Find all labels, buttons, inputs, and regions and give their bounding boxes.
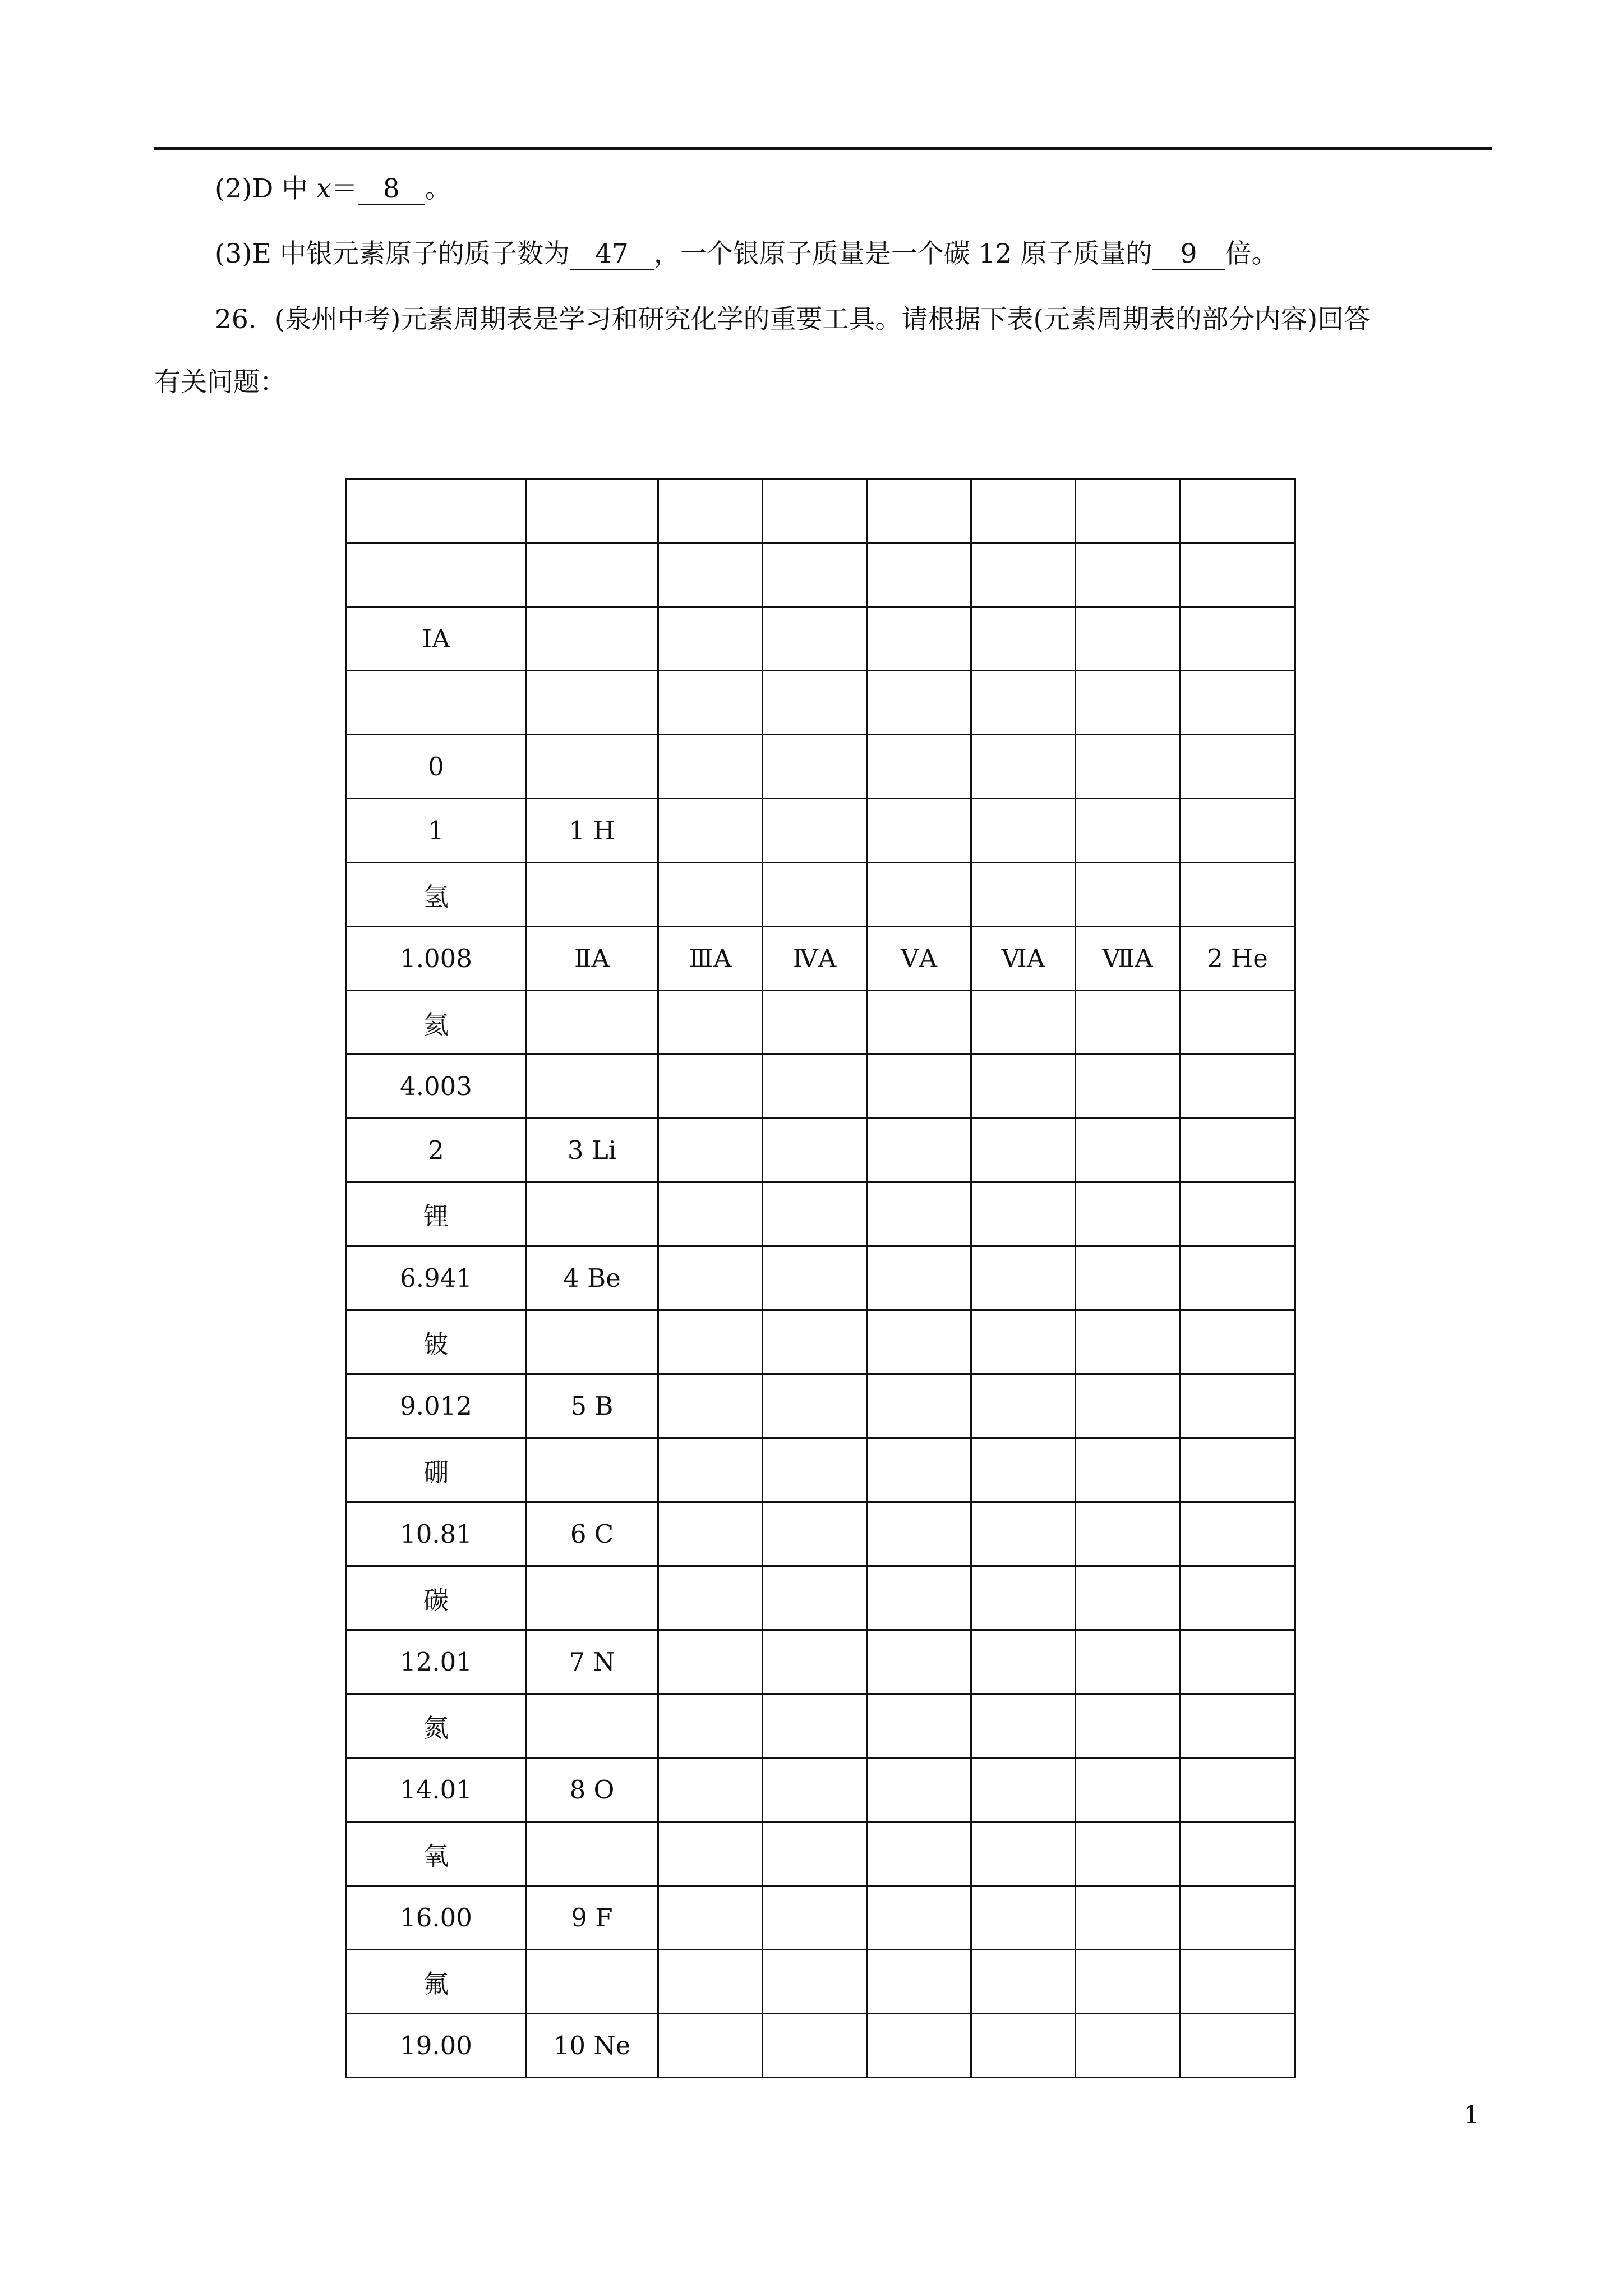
table-cell xyxy=(867,1950,971,2014)
table-row xyxy=(347,1119,1295,1182)
table-cell xyxy=(971,1886,1076,1950)
table-row xyxy=(347,1822,1295,1886)
table-cell xyxy=(1076,1694,1180,1758)
table-cell xyxy=(658,1630,763,1694)
table-cell xyxy=(1180,1119,1295,1182)
table-cell xyxy=(347,479,526,543)
table-cell xyxy=(867,1502,971,1566)
table-cell xyxy=(1076,1246,1180,1310)
table-row xyxy=(347,863,1295,927)
table-cell: 铍 xyxy=(347,1310,526,1374)
table-row xyxy=(347,671,1295,735)
table-row xyxy=(347,2014,1295,2078)
table-cell xyxy=(658,479,763,543)
table-cell xyxy=(867,863,971,927)
table-row xyxy=(347,1566,1295,1630)
table-cell xyxy=(526,863,658,927)
table-cell xyxy=(1180,1886,1295,1950)
table-cell: 6 C xyxy=(526,1502,658,1566)
table-cell xyxy=(971,1182,1076,1246)
table-cell: ⅦA xyxy=(1076,927,1180,991)
page-number: 1 xyxy=(1464,2101,1479,2129)
table-cell xyxy=(867,607,971,671)
table-cell xyxy=(1180,1374,1295,1438)
table-cell xyxy=(526,991,658,1055)
table-cell xyxy=(867,1630,971,1694)
table-cell xyxy=(971,1246,1076,1310)
table-cell xyxy=(971,1950,1076,2014)
table-cell: 氟 xyxy=(347,1950,526,2014)
table-cell xyxy=(658,1566,763,1630)
table-cell: 12.01 xyxy=(347,1630,526,1694)
table-cell xyxy=(763,1630,867,1694)
table-cell xyxy=(526,1822,658,1886)
table-cell xyxy=(867,1694,971,1758)
table-cell: ⅢA xyxy=(658,927,763,991)
table-cell xyxy=(763,991,867,1055)
table-cell xyxy=(1180,2014,1295,2078)
table-cell xyxy=(658,1182,763,1246)
table-cell: 10.81 xyxy=(347,1502,526,1566)
table-cell xyxy=(763,2014,867,2078)
table-cell xyxy=(867,671,971,735)
table-row xyxy=(347,1950,1295,2014)
table-cell: 0 xyxy=(347,735,526,799)
table-cell xyxy=(763,671,867,735)
table-cell xyxy=(971,543,1076,607)
table-cell xyxy=(971,799,1076,863)
table-cell xyxy=(658,991,763,1055)
table-cell xyxy=(526,607,658,671)
table-cell xyxy=(1180,1630,1295,1694)
table-cell xyxy=(867,1119,971,1182)
table-cell xyxy=(763,1055,867,1119)
table-cell: 6.941 xyxy=(347,1246,526,1310)
table-cell xyxy=(658,735,763,799)
table-cell xyxy=(971,1694,1076,1758)
table-cell xyxy=(1180,1822,1295,1886)
table-cell xyxy=(1180,1310,1295,1374)
table-cell xyxy=(867,1246,971,1310)
table-cell xyxy=(1180,1246,1295,1310)
table-cell xyxy=(658,1438,763,1502)
q3-answer2-blank: 9 xyxy=(1152,240,1225,270)
table-cell xyxy=(1180,1182,1295,1246)
q2-variable: x xyxy=(316,173,331,204)
table-row xyxy=(347,799,1295,863)
table-cell xyxy=(867,1310,971,1374)
table-row xyxy=(347,991,1295,1055)
table-cell: 氧 xyxy=(347,1822,526,1886)
table-cell xyxy=(526,735,658,799)
table-cell xyxy=(867,1822,971,1886)
table-cell xyxy=(867,1758,971,1822)
table-cell xyxy=(1076,1438,1180,1502)
table-cell: ⅥA xyxy=(971,927,1076,991)
table-cell: 1 xyxy=(347,799,526,863)
table-cell xyxy=(658,863,763,927)
table-cell xyxy=(763,543,867,607)
table-cell xyxy=(971,1055,1076,1119)
table-row xyxy=(347,1758,1295,1822)
table-cell xyxy=(1076,543,1180,607)
table-cell xyxy=(1076,1055,1180,1119)
table-row xyxy=(347,1886,1295,1950)
table-cell: 5 B xyxy=(526,1374,658,1438)
question-26-line1: 26．(泉州中考)元素周期表是学习和研究化学的重要工具。请根据下表(元素周期表的部分内容)回答 xyxy=(215,304,1371,335)
table-cell xyxy=(1180,1950,1295,2014)
q2-prefix: (2)D 中 xyxy=(215,173,317,204)
table-cell xyxy=(971,1630,1076,1694)
table-cell xyxy=(1076,1374,1180,1438)
table-cell xyxy=(763,1822,867,1886)
table-cell xyxy=(1076,671,1180,735)
table-cell xyxy=(526,543,658,607)
table-cell: 7 N xyxy=(526,1630,658,1694)
table-cell xyxy=(763,863,867,927)
table-cell xyxy=(763,1694,867,1758)
table-cell xyxy=(867,2014,971,2078)
table-cell: 10 Ne xyxy=(526,2014,658,2078)
table-cell xyxy=(867,1438,971,1502)
table-row xyxy=(347,543,1295,607)
table-row xyxy=(347,1055,1295,1119)
table-cell xyxy=(1180,543,1295,607)
table-cell xyxy=(1076,1119,1180,1182)
table-cell: 氢 xyxy=(347,863,526,927)
table-cell xyxy=(1076,1310,1180,1374)
table-cell xyxy=(526,1694,658,1758)
table-cell xyxy=(1076,2014,1180,2078)
table-cell xyxy=(763,1119,867,1182)
table-cell xyxy=(971,671,1076,735)
table-cell xyxy=(971,863,1076,927)
q3-middle: ，一个银原子质量是一个碳 12 原子质量的 xyxy=(653,238,1152,269)
table-row xyxy=(347,1630,1295,1694)
table-cell xyxy=(867,735,971,799)
table-cell: 2 He xyxy=(1180,927,1295,991)
table-cell xyxy=(526,479,658,543)
table-cell: 9.012 xyxy=(347,1374,526,1438)
table-cell xyxy=(1180,863,1295,927)
table-cell xyxy=(1180,735,1295,799)
table-cell xyxy=(1076,1758,1180,1822)
table-cell: 9 F xyxy=(526,1886,658,1950)
table-cell xyxy=(971,1758,1076,1822)
table-cell xyxy=(1076,607,1180,671)
table-row xyxy=(347,1310,1295,1374)
table-cell xyxy=(1180,671,1295,735)
table-cell xyxy=(526,1950,658,2014)
table-cell xyxy=(867,1886,971,1950)
table-cell xyxy=(763,1566,867,1630)
table-cell xyxy=(1076,1502,1180,1566)
question-3 xyxy=(154,237,1552,271)
table-row xyxy=(347,1694,1295,1758)
table-cell xyxy=(867,1055,971,1119)
table-cell xyxy=(971,1374,1076,1438)
table-cell xyxy=(763,479,867,543)
table-cell xyxy=(658,1822,763,1886)
table-row xyxy=(347,1374,1295,1438)
table-cell xyxy=(971,1502,1076,1566)
table-cell xyxy=(971,1566,1076,1630)
table-cell xyxy=(971,1119,1076,1182)
table-cell xyxy=(526,1182,658,1246)
table-cell xyxy=(1180,1438,1295,1502)
table-cell: 锂 xyxy=(347,1182,526,1246)
table-cell xyxy=(763,1246,867,1310)
table-cell xyxy=(867,543,971,607)
table-cell xyxy=(1076,1566,1180,1630)
table-cell xyxy=(763,1182,867,1246)
table-cell: ⅤA xyxy=(867,927,971,991)
q3-answer1-blank: 47 xyxy=(570,240,654,270)
table-cell xyxy=(1076,735,1180,799)
table-cell xyxy=(971,479,1076,543)
table-row xyxy=(347,479,1295,543)
table-cell xyxy=(1180,1055,1295,1119)
table-cell: 2 xyxy=(347,1119,526,1182)
table-cell xyxy=(526,1566,658,1630)
table-cell: 1.008 xyxy=(347,927,526,991)
table-cell xyxy=(867,1182,971,1246)
table-cell: ⅠA xyxy=(347,607,526,671)
table-cell: 碳 xyxy=(347,1566,526,1630)
table-cell xyxy=(763,1502,867,1566)
table-cell xyxy=(763,1310,867,1374)
q2-answer-blank: 8 xyxy=(358,174,425,205)
table-row xyxy=(347,607,1295,671)
table-cell: 1 H xyxy=(526,799,658,863)
table-cell xyxy=(763,799,867,863)
table-cell xyxy=(1076,479,1180,543)
table-cell: 8 O xyxy=(526,1758,658,1822)
table-cell xyxy=(867,799,971,863)
table-cell xyxy=(658,1694,763,1758)
periodic-table-body xyxy=(347,479,1295,2078)
table-cell: 3 Li xyxy=(526,1119,658,1182)
table-cell xyxy=(658,1502,763,1566)
table-cell xyxy=(763,735,867,799)
table-row xyxy=(347,1246,1295,1310)
table-cell: 16.00 xyxy=(347,1886,526,1950)
table-cell xyxy=(347,543,526,607)
table-cell xyxy=(1076,991,1180,1055)
table-row xyxy=(347,1438,1295,1502)
periodic-table xyxy=(345,478,1296,2078)
table-cell: 氦 xyxy=(347,991,526,1055)
table-cell: 4 Be xyxy=(526,1246,658,1310)
table-cell xyxy=(1180,607,1295,671)
table-cell xyxy=(971,991,1076,1055)
table-cell xyxy=(1076,863,1180,927)
table-cell xyxy=(971,1310,1076,1374)
table-cell xyxy=(1180,799,1295,863)
table-cell xyxy=(658,2014,763,2078)
table-cell: 硼 xyxy=(347,1438,526,1502)
table-cell xyxy=(526,671,658,735)
table-cell xyxy=(1180,991,1295,1055)
table-cell xyxy=(1076,1182,1180,1246)
table-cell xyxy=(1180,1502,1295,1566)
table-cell xyxy=(763,1758,867,1822)
table-cell xyxy=(763,1886,867,1950)
table-cell xyxy=(1180,1758,1295,1822)
table-cell xyxy=(971,1822,1076,1886)
table-cell: 14.01 xyxy=(347,1758,526,1822)
table-cell xyxy=(1076,1822,1180,1886)
table-cell xyxy=(763,1374,867,1438)
table-cell xyxy=(658,1886,763,1950)
table-cell xyxy=(1180,479,1295,543)
table-cell xyxy=(526,1310,658,1374)
table-cell xyxy=(971,607,1076,671)
table-cell xyxy=(526,1055,658,1119)
table-cell xyxy=(658,1758,763,1822)
table-cell xyxy=(658,1310,763,1374)
q2-equals: ＝ xyxy=(331,173,358,204)
table-cell xyxy=(867,1566,971,1630)
table-cell: ⅡA xyxy=(526,927,658,991)
table-cell: 19.00 xyxy=(347,2014,526,2078)
table-cell xyxy=(1076,1630,1180,1694)
table-row xyxy=(347,735,1295,799)
table-cell: ⅣA xyxy=(763,927,867,991)
table-cell xyxy=(658,1119,763,1182)
table-cell xyxy=(867,479,971,543)
table-cell xyxy=(1076,1886,1180,1950)
q3-prefix: (3)E 中银元素原子的质子数为 xyxy=(215,238,570,269)
table-cell xyxy=(763,1950,867,2014)
table-cell xyxy=(763,1438,867,1502)
table-cell xyxy=(658,607,763,671)
table-cell xyxy=(763,607,867,671)
table-cell xyxy=(867,991,971,1055)
table-cell xyxy=(867,1374,971,1438)
table-cell xyxy=(971,735,1076,799)
table-cell xyxy=(658,543,763,607)
table-cell: 氮 xyxy=(347,1694,526,1758)
table-cell xyxy=(971,1438,1076,1502)
table-row xyxy=(347,1182,1295,1246)
table-cell xyxy=(971,2014,1076,2078)
table-cell xyxy=(658,799,763,863)
table-cell xyxy=(1076,1950,1180,2014)
header-rule xyxy=(154,147,1492,150)
table-cell xyxy=(1076,799,1180,863)
table-cell xyxy=(658,1374,763,1438)
table-cell xyxy=(526,1438,658,1502)
table-cell xyxy=(1180,1566,1295,1630)
question-26-line2: 有关问题： xyxy=(154,367,286,398)
table-row xyxy=(347,1502,1295,1566)
question-2 xyxy=(154,172,1552,206)
table-cell xyxy=(658,1950,763,2014)
q2-suffix: 。 xyxy=(425,173,451,204)
table-row xyxy=(347,927,1295,991)
table-cell: 4.003 xyxy=(347,1055,526,1119)
table-cell xyxy=(658,1246,763,1310)
table-cell xyxy=(1180,1694,1295,1758)
table-cell xyxy=(347,671,526,735)
table-cell xyxy=(658,671,763,735)
q3-suffix: 倍。 xyxy=(1225,238,1278,269)
table-cell xyxy=(658,1055,763,1119)
